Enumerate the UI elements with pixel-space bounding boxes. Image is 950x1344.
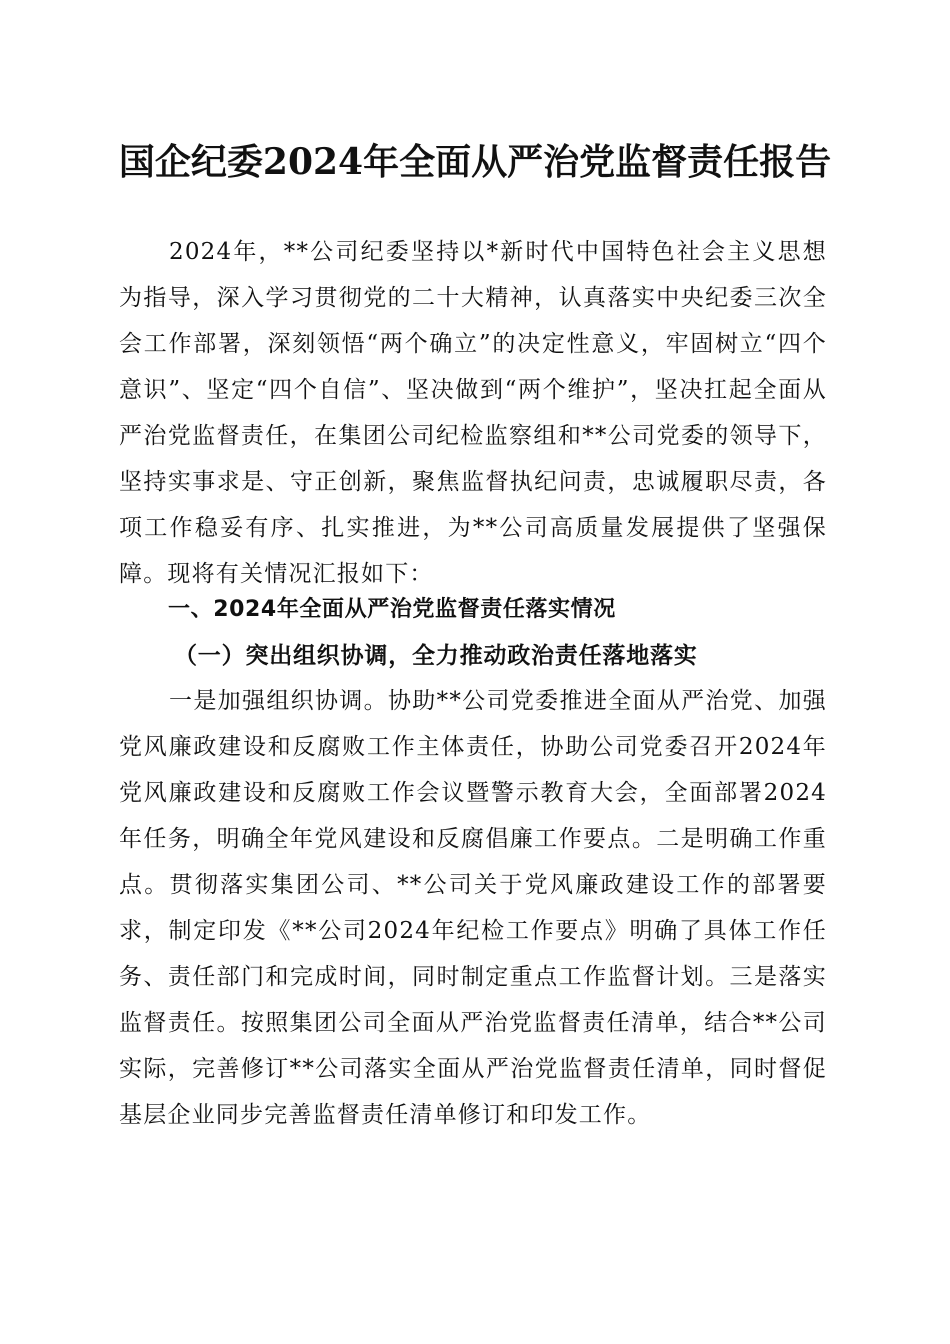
- intro-paragraph: 2024年，**公司纪委坚持以*新时代中国特色社会主义思想为指导，深入学习贯彻党的二十大精神，认真落实中央纪委三次全会工作部署，深刻领悟“两个确立”的决定性意义，牢固树立“四个意识”、坚定“四个自信”、坚决做到“两个维护”，坚决扛起全面从严治党监督责任，在集团公司纪检监察组和**公司党委的领导下，坚持实事求是、守正创新，聚焦监督执纪问责，忠诚履职尽责，各项工作稳妥有序、扎实推进，为**公司高质量发展提供了坚强保障。现将有关情况汇报如下：: [119, 239, 827, 587]
- document-title: 国企纪委2024年全面从严治党监督责任报告: [118, 141, 832, 183]
- subsection-heading-1: （一）突出组织协调，全力推动政治责任落地落实: [174, 642, 698, 669]
- section-heading-1: 一、2024年全面从严治党监督责任落实情况: [168, 597, 616, 622]
- subsection-1-paragraph: 一是加强组织协调。协助**公司党委推进全面从严治党、加强党风廉政建设和反腐败工作主体责任，协助公司党委召开2024年党风廉政建设和反腐败工作会议暨警示教育大会，全面部署2024年任务，明确全年党风建设和反腐倡廉工作要点。二是明确工作重点。贯彻落实集团公司、**公司关于党风廉政建设工作的部署要求，制定印发《**公司2024年纪检工作要点》明确了具体工作任务、责任部门和完成时间，同时制定重点工作监督计划。三是落实监督责任。按照集团公司全面从严治党监督责任清单，结合**公司实际，完善修订**公司落实全面从严治党监督责任清单，同时督促基层企业同步完善监督责任清单修订和印发工作。: [119, 688, 827, 1128]
